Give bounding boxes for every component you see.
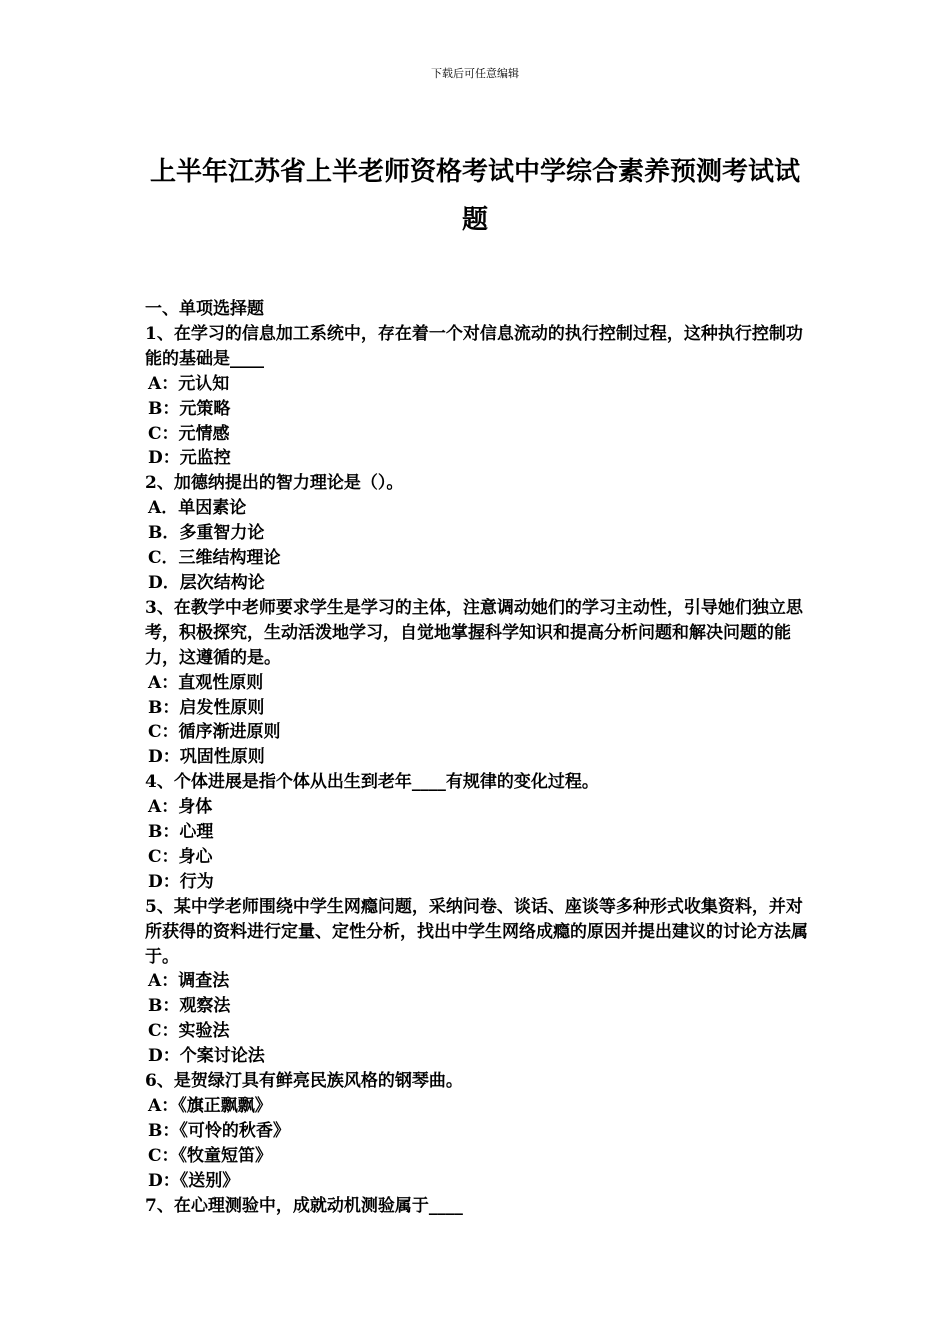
question-stem: 1、在学习的信息加工系统中，存在着一个对信息流动的执行控制过程，这种执行控制功能的基础是____ xyxy=(145,323,803,369)
option-d: D：《送别》 xyxy=(148,1170,240,1191)
option-d: D：个案讨论法 xyxy=(148,1046,265,1067)
option-c: C．三维结构理论 xyxy=(148,548,281,569)
option-b: B：启发性原则 xyxy=(148,697,265,718)
question-stem: 4、个体进展是指个体从出生到老年____有规律的变化过程。 xyxy=(145,772,599,793)
option-a: A．单因素论 xyxy=(148,498,247,519)
option-d: D．层次结构论 xyxy=(148,572,265,593)
option-d: D：元监控 xyxy=(148,448,231,469)
option-a: A：身体 xyxy=(148,797,213,818)
option-a: A：调查法 xyxy=(148,971,230,992)
option-a: A：《旗正飘飘》 xyxy=(148,1096,272,1116)
option-c: C：循序渐进原则 xyxy=(148,722,281,743)
question-7 xyxy=(145,1194,810,1219)
section-title: 一、单项选择题 xyxy=(145,299,264,319)
document-title: 上半年江苏省上半老师资格考试中学综合素养预测考试试题 xyxy=(149,157,800,235)
option-d: D：巩固性原则 xyxy=(148,747,265,768)
document-body xyxy=(145,297,810,1219)
option-b: B：元策略 xyxy=(148,398,231,419)
question-5 xyxy=(145,895,810,1069)
option-b: B．多重智力论 xyxy=(148,523,265,544)
option-c: C：实验法 xyxy=(148,1021,230,1042)
question-1 xyxy=(145,322,810,471)
option-b: B：观察法 xyxy=(148,996,231,1017)
question-6 xyxy=(145,1069,810,1194)
option-b: B：心理 xyxy=(148,822,214,843)
option-c: C：《牧童短笛》 xyxy=(148,1145,273,1166)
option-a: A：元认知 xyxy=(148,373,230,394)
question-4 xyxy=(145,770,810,895)
option-c: C：元情感 xyxy=(148,423,230,444)
header-note: 下载后可任意编辑 xyxy=(431,67,519,80)
option-b: B：《可怜的秋香》 xyxy=(148,1120,290,1141)
question-stem: 2、加德纳提出的智力理论是（）。 xyxy=(145,473,404,494)
question-stem: 6、是贺绿汀具有鲜亮民族风格的钢琴曲。 xyxy=(145,1071,463,1092)
option-c: C：身心 xyxy=(148,846,213,867)
option-d: D：行为 xyxy=(148,871,214,892)
question-stem: 5、某中学老师围绕中学生网瘾问题，采纳问卷、谈话、座谈等多种形式收集资料，并对所获得的资料进行定量、定性分析，找出中学生网络成瘾的原因并提出建议的讨论方法属于。 xyxy=(145,896,808,967)
question-stem: 7、在心理测验中，成就动机测验属于____ xyxy=(145,1195,463,1216)
option-a: A：直观性原则 xyxy=(148,672,264,693)
question-3 xyxy=(145,596,810,770)
question-stem: 3、在教学中老师要求学生是学习的主体，注意调动她们的学习主动性，引导她们独立思考，积极探究，生动活泼地学习，自觉地掌握科学知识和提高分析问题和解决问题的能力，这遵循的是。 xyxy=(145,597,803,668)
question-2 xyxy=(145,471,810,596)
